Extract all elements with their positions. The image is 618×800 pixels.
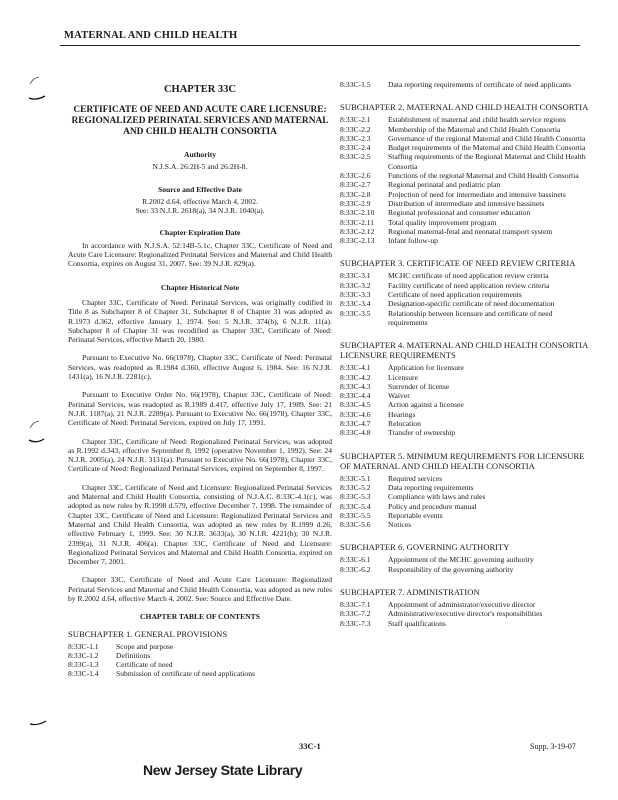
toc-entry (340, 474, 592, 483)
section-title: Appointment of administrator/executive director (388, 599, 536, 609)
section-title: Budget requirements of the Maternal and Child Health Consortia (388, 143, 586, 153)
chapter-title: CHAPTER 33C (163, 84, 237, 95)
subchapter-heading: SUBCHAPTER 7. ADMINISTRATION (340, 586, 480, 597)
section-title: Compliance with laws and rules (388, 492, 486, 502)
toc-right (340, 80, 592, 628)
toc-entry (340, 609, 592, 618)
section-number: 8:33C-4.6 (340, 409, 371, 419)
section-number: 8:33C-4.5 (340, 400, 371, 410)
section-number: 8:33C-1.4 (68, 669, 99, 679)
section-title: Application for licensure (388, 363, 464, 373)
margin-punch-mark (24, 74, 52, 104)
toc-entry (340, 565, 592, 574)
library-stamp: New Jersey State Library (143, 762, 303, 778)
toc-entry (340, 483, 592, 492)
section-title: Responsibility of the governing authority (388, 564, 514, 574)
section-title: Staff qualifications (388, 618, 446, 628)
section-title: Data reporting requirements of certificate of need applicants (388, 80, 572, 89)
toc-left (68, 629, 332, 679)
section-title: Regional maternal-fetal and neonatal transport system (388, 226, 553, 236)
toc-entry (340, 309, 592, 328)
expiration-text: In accordance with N.J.S.A. 52:14B-5.1c, Chapter 33C, Certificate of Need and Acute Care Licensure: Regionalized Perinatal Services and Maternal and Child Health Consortia, expires on August 31, 2007. See: 39 N.J.R. 829(a). (68, 240, 332, 269)
section-number: 8:33C-4.4 (340, 391, 371, 401)
section-number: 8:33C-6.2 (340, 564, 371, 574)
toc-entry (340, 180, 592, 189)
toc-entry (340, 125, 592, 134)
section-number: 8:33C-3.2 (340, 280, 371, 290)
section-number: 8:33C-2.8 (340, 189, 371, 199)
section-number: 8:33C-2.10 (340, 208, 375, 218)
toc-entry (68, 660, 332, 669)
section-title: Relocation (388, 419, 421, 429)
section-number: 8:33C-4.7 (340, 419, 371, 429)
section-number: 8:33C-5.6 (340, 520, 371, 530)
section-title: Staffing requirements of the Regional Maternal and Child Health Consortia (388, 152, 586, 171)
toc-entry (340, 208, 592, 217)
toc-entry (340, 80, 592, 89)
toc-entry (340, 134, 592, 143)
section-title: Certificate of need application requirements (388, 290, 522, 300)
subchapter-heading: SUBCHAPTER 3. CERTIFICATE OF NEED REVIEW CRITERIA (340, 258, 576, 269)
section-title: Projection of need for intermediate and intensive bassinets (388, 189, 566, 199)
section-number: 8:33C-1.5 (340, 80, 371, 89)
section-number: 8:33C-2.9 (340, 198, 371, 208)
section-title: Administrative/executive director's responsibilities (388, 609, 543, 619)
section-title: Distribution of intermediate and intensive bassinets (388, 198, 545, 208)
history-paragraph: Chapter 33C, Certificate of Need: Regionalized Perinatal Services, was adopted as R.1992 d.343, effective September 8, 1992 (operative November 1, 1992). See: 24 N.J.R. 2005(a), 24 N.J.R. 3131(a). Pursuant to Executive No. 66(1978), Chapter 33C, Certificate of Need: Regionalized Perinatal Services, expired on September 8, 1997. (68, 436, 332, 474)
history-paragraph: Chapter 33C, Certificate of Need: Perinatal Services, was originally codified in Title 8 as Subchapter 8 of Chapter 31. Subchapter 8 of Chapter 31 was adopted as R.1973 d.362, effective January 1, 1974. See: 5 N.J.R. 374(b), 6 N.J.R. 11(a). Subchapter 8 of Chapter 31 was recodified as Chapter 33C, Certificate of Need: Perinatal Services, effective March 20, 1980. (68, 297, 332, 345)
toc-entry (68, 651, 332, 660)
section-number: 8:33C-2.12 (340, 226, 375, 236)
running-header: MATERNAL AND CHILD HEALTH (64, 30, 238, 41)
section-number: 8:33C-6.1 (340, 555, 371, 565)
section-number: 8:33C-7.1 (340, 599, 371, 609)
section-title: Relationship between licensure and certificate of need requirements (388, 308, 553, 327)
subchapter-heading: SUBCHAPTER 6. GOVERNING AUTHORITY (340, 542, 510, 553)
section-title: Waiver (388, 391, 410, 401)
section-number: 8:33C-2.3 (340, 133, 371, 143)
toc-entry (68, 669, 332, 678)
supplement-date: Supp. 3-19-07 (530, 742, 576, 751)
section-title: Total quality improvement program (388, 217, 497, 227)
history-paragraph: Pursuant to Executive Order No. 66(1978), Chapter 33C, Certificate of Need: Perinatal Services, was readopted as R.1989 d.417, effective July 17, 1989. See: 21 N.J.R. 1187(a), 21 N.J.R. 2289(a). Pursuant to Executive No. 66(1978), Chapter 33C, Certificate of Need: Perinatal Services, expired on July 17, 1991. (68, 390, 332, 428)
margin-punch-mark (24, 418, 52, 448)
section-title: Submission of certificate of need applications (116, 669, 255, 679)
section-title: Regional perinatal and pediatric plan (388, 180, 501, 190)
history-heading: Chapter Historical Note (161, 282, 239, 292)
subchapter-heading: SUBCHAPTER 4. MATERNAL AND CHILD HEALTH CONSORTIA LICENSURE REQUIREMENTS (340, 340, 588, 361)
section-number: 8:33C-7.3 (340, 618, 371, 628)
toc-entry (340, 520, 592, 529)
source-heading: Source and Effective Date (157, 184, 242, 194)
toc-entry (340, 115, 592, 124)
section-number: 8:33C-4.1 (340, 363, 371, 373)
section-title: Functions of the regional Maternal and Child Health Consortia (388, 171, 579, 181)
section-title: Hearings (388, 409, 416, 419)
section-title: Required services (388, 473, 443, 483)
toc-entry (340, 492, 592, 501)
toc-entry (340, 227, 592, 236)
section-number: 8:33C-4.3 (340, 381, 371, 391)
section-title: Facility certificate of need application review criteria (388, 280, 550, 290)
section-number: 8:33C-3.1 (340, 271, 371, 281)
section-number: 8:33C-1.3 (68, 660, 99, 670)
section-number: 8:33C-1.2 (68, 650, 99, 660)
section-number: 8:33C-2.2 (340, 124, 371, 134)
section-number: 8:33C-5.2 (340, 482, 371, 492)
toc-entry (340, 299, 592, 308)
subchapter-heading: SUBCHAPTER 5. MINIMUM REQUIREMENTS FOR LICENSURE OF MATERNAL AND CHILD HEALTH CONSORTIA (340, 450, 585, 471)
toc-entry (340, 555, 592, 564)
section-title: Membership of the Maternal and Child Health Consortia (388, 124, 561, 134)
toc-entry (340, 171, 592, 180)
section-number: 8:33C-2.13 (340, 236, 375, 246)
section-number: 8:33C-4.2 (340, 372, 371, 382)
section-title: Reportable events (388, 510, 443, 520)
toc-entry (340, 199, 592, 208)
source-line: See: 33 N.J.R. 2618(a), 34 N.J.R. 1040(a). (135, 206, 265, 216)
section-number: 8:33C-4.8 (340, 428, 371, 438)
section-number: 8:33C-3.5 (340, 308, 371, 318)
toc-entry (340, 143, 592, 152)
history-paragraph: Pursuant to Executive No. 66(1978), Chapter 33C, Certificate of Need: Perinatal Services, was readopted as R.1984 d.360, effective August 6, 1984. See: 16 N.J.R. 1431(a), 16 N.J.R. 2281(c). (68, 353, 332, 382)
toc-entry (340, 419, 592, 428)
toc-entry (340, 373, 592, 382)
section-title: Appointment of the MCHC governing authority (388, 555, 534, 565)
toc-entry (340, 290, 592, 299)
toc-entry (340, 271, 592, 280)
section-number: 8:33C-2.5 (340, 152, 371, 162)
section-title: Licensure (388, 372, 418, 382)
section-title: Definitions (116, 650, 151, 660)
toc-entry (340, 152, 592, 171)
toc-entry (340, 502, 592, 511)
section-number: 8:33C-5.4 (340, 501, 371, 511)
section-title: MCHC certificate of need application review criteria (388, 271, 549, 281)
section-title: Surrender of license (388, 381, 450, 391)
section-title: Data reporting requirements (388, 482, 474, 492)
toc-entry (68, 642, 332, 651)
toc-entry (340, 363, 592, 372)
subchapter-heading: SUBCHAPTER 2. MATERNAL AND CHILD HEALTH CONSORTIA (340, 102, 589, 113)
section-number: 8:33C-2.11 (340, 217, 375, 227)
section-title: Scope and purpose (116, 641, 174, 651)
section-number: 8:33C-2.4 (340, 143, 371, 153)
section-title: Notices (388, 520, 412, 530)
section-title: Policy and procedure manual (388, 501, 477, 511)
section-title: Action against a licensee (388, 400, 464, 410)
toc-entry (340, 600, 592, 609)
expiration-heading: Chapter Expiration Date (159, 228, 241, 238)
authority-text: N.J.S.A. 26:2H-5 and 26:2H-8. (152, 162, 248, 172)
toc-heading: CHAPTER TABLE OF CONTENTS (140, 612, 260, 622)
section-number: 8:33C-3.3 (340, 290, 371, 300)
left-column (68, 84, 332, 679)
section-title: Designation-specific certificate of need documentation (388, 299, 555, 309)
section-number: 8:33C-5.5 (340, 510, 371, 520)
toc-entry (340, 511, 592, 520)
section-title: Governance of the regional Maternal and Child Health Consortia (388, 133, 586, 143)
page-number: 33C-1 (299, 741, 321, 751)
source-line: R.2002 d.64, effective March 4, 2002. (142, 196, 258, 206)
section-number: 8:33C-3.4 (340, 299, 371, 309)
section-number: 8:33C-5.3 (340, 492, 371, 502)
section-number: 8:33C-2.7 (340, 180, 371, 190)
header-rule (60, 45, 580, 46)
history-paragraph: Chapter 33C, Certificate of Need and Acute Care Licensure: Regionalized Perinatal Services and Maternal and Child Health Consortia, was adopted as new rules by R.2002 d.64, effective March 4, 2002. See: Source and Effective Date. (68, 575, 332, 603)
authority-heading: Authority (183, 150, 217, 159)
section-title: Infant follow-up (388, 236, 438, 246)
subchapter-heading: SUBCHAPTER 1. GENERAL PROVISIONS (68, 628, 228, 639)
section-title: Transfer of ownership (388, 428, 456, 438)
section-number: 8:33C-7.2 (340, 609, 371, 619)
toc-entry (340, 410, 592, 419)
toc-entry (340, 400, 592, 409)
margin-punch-mark (26, 716, 54, 730)
toc-entry (340, 218, 592, 227)
section-number: 8:33C-2.6 (340, 171, 371, 181)
toc-entry (340, 236, 592, 245)
toc-entry (340, 190, 592, 199)
section-number: 8:33C-2.1 (340, 115, 371, 125)
toc-entry (340, 428, 592, 437)
toc-entry (340, 281, 592, 290)
section-title: Certificate of need (116, 660, 173, 670)
toc-entry (340, 391, 592, 400)
toc-entry (340, 382, 592, 391)
section-title: Establishment of maternal and child health service regions (388, 115, 566, 125)
section-number: 8:33C-5.1 (340, 473, 371, 483)
history-paragraph: Chapter 33C, Certificate of Need and Licensure: Regionalized Perinatal Services and Maternal and Child Health Consortia, consisting of N.J.A.C. 8:33C-4.1(c), was adopted as new rules by R.1998 d.579, effective December 7, 1998. The remainder of Chapter 33C, Certificate of Need and Licensure: Regionalized Perinatal Services and Maternal and Child Health Consortia, was adopted as new rules by R.1999 d.26, effective February 1, 1999. See: 30 N.J.R. 3633(a), 30 N.J.R. 4221(b); 30 N.J.R. 2399(a), 31 N.J.R. 406(a). Chapter 33C, Certificate of Need and Licensure: Regionalized Perinatal Services and Maternal and Child Health Consortia, expired on December 7, 2001. (68, 482, 332, 567)
section-title: Regional professional and consumer education (388, 208, 531, 218)
section-number: 8:33C-1.1 (68, 641, 99, 651)
chapter-subtitle: CERTIFICATE OF NEED AND ACUTE CARE LICENSURE: REGIONALIZED PERINATAL SERVICES AND MATERNAL AND CHILD HEALTH CONSORTIA (71, 105, 329, 137)
toc-entry (340, 619, 592, 628)
